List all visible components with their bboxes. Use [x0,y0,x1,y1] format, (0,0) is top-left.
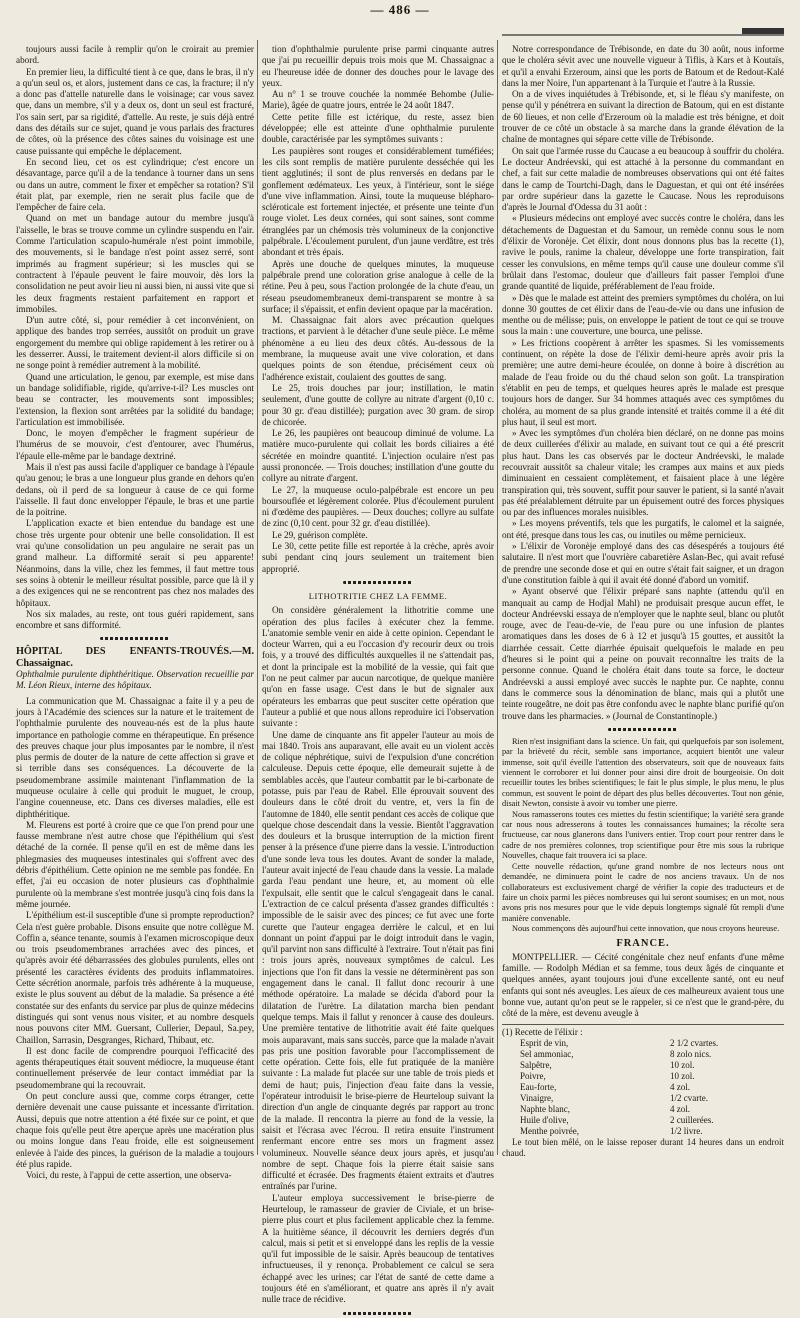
paragraph: On peut conclure aussi que, comme corps étranger, cette dernière devenait une cause puissante et incessante d'irritation. Aussi, depuis que notre attention a été fixée sur ce point, et que chaque fois qu'elle peut être aperçue après une macération plus ou moins longue dans l'eau froide, elle est soigneusement enlevée à l'aide des pinces, la guérison de la maladie a toujours été plus rapide. [16,1091,254,1169]
recipe-title: (1) Recette de l'élixir : [502,1026,583,1037]
section-heading: HÔPITAL DES ENFANTS-TROUVÉS.—M. Chassaignac. [16,646,254,669]
paragraph: Quand on met un bandage autour du membre jusqu'à l'aisselle, le bras se trouve comme un cylindre suspendu en l'air. Comme l'articulation scapulo-humérale n'est point immobile, des mouvements, si le bandage n'est point assez serré, sont imprimés au fragment supérieur; si les muscles qui se contractent à l'épaule peuvent le faire mouvoir, dès lors la consolidation ne peut avoir lieu ni aussi bien, ni aussi vite que si les deux fragments restaient parfaitement en rapport et immobiles. [16,213,254,314]
paragraph: Voici, du reste, à l'appui de cette assertion, une observa- [26,1170,232,1181]
recipe-row [502,1126,784,1137]
paragraph: M. Fleurens est porté à croire que ce que l'on prend pour une fausse membrane n'est autre chose que l'épithélium qui s'est détaché de la cornée. Il pense qu'il en est de même dans les phlegmasies des muqueuses intestinales qui s'offrent avec des débris d'épithélium. Cette opinion ne me semble pas fondée. En effet, j'ai eu occasion de noter plusieurs cas d'ophthalmie purulente où la membrane s'est montrée jusqu'à cinq fois dans la même journée. [16,819,254,909]
recipe-quantity: 4 zol. [670,1103,690,1114]
recipe-ingredient: Esprit de vin, [520,1037,569,1048]
note-paragraph: Rien n'est insignifiant dans la science. Un fait, qui quelquefois par son isolement, par la brièveté du récit, semble sans importance, acquiert bientôt une valeur immense, soit qu'il éveille l'attention des observateurs, soit que de nouveaux faits viennent le corroborer et lui donner pour ainsi dire droit de bourgeoisie. On doit recueillir toutes les bribes scientifiques; le fait le plus simple, le plus menu, le plus commun, est souvent le point de départ des plus belles découvertes. Tout non génie, disait Newton, consiste à avoir vu tomber une pierre. [502,736,784,809]
paragraph: Notre correspondance de Trébisonde, en date du 30 août, nous informe que le choléra sévit avec une nouvelle vigueur à Tiflis, à Kars et à Koutaïs, et qu'il a envahi Erzeroum, ainsi que les ports de Batoum et de Redout-Kalé dans la mer Noire, l'un appartenant à la Turquie et l'autre à la Russie. [502,44,784,88]
paragraph: Le 26, les paupières ont beaucoup diminué de volume. La matière muco-purulente qui collait les bords ciliaires a été sécrétée en moindre quantité. L'injection oculaire n'est pas aussi prononcée. — Trois douches; instillation d'une goutte du collyre au nitrate d'argent. [262,428,494,484]
recipe-row [502,1082,784,1093]
paragraph: Une dame de cinquante ans fit appeler l'auteur au mois de mai 1840. Trois ans auparavant, elle avait eu un violent accès de colique néphrétique, suivi de l'expulsion d'une concrétion calculeuse. Depuis cette époque, elle demeurait sujette à de semblables accès, que l'auteur combattit par le bi-carbonate de potasse, puis par l'eau de Rabel. Elle éprouvait souvent des douleurs dans le côté droit du ventre, et, vers la fin de l'automne de 1840, elle sentit pendant ces accès de colique que quelque chose descendait dans la vessie. Bientôt l'aggravation des douleurs et la brusque interruption de la miction firent penser à la présence d'une pierre dans la vessie. L'introduction d'une sonde leva tous les doutes. Avant de sonder la malade, l'auteur avait injecté de l'eau chaude dans la vessie. La malade garda l'eau pendant une heure, et, au moment où elle l'expulsait, elle sentit que le calcul s'engageait dans le canal. L'extraction de ce calcul présenta d'assez grandes difficultés : impossible de le saisir avec des pinces; ce fut avec une forte curette que l'auteur engagea derrière le calcul, et en lui donnant un point d'appui par le doigt introduit dans le vagin, qu'il parvint non sans difficulté à l'extraire. Tout n'était pas fini : trois jours après, nouveaux symptômes de calcul. Les injections que l'on fit dans la vessie ne déterminèrent pas son engagement dans le canal. Il fallut donc recourir à une méthode opératoire. La malade se décida d'abord pour la dilatation de l'urètre. La dilatation marcha bien pendant quelque temps. Mais il fallut y renoncer à cause des douleurs. Une première tentative de lithotritie avait été faite quelques mois auparavant, mais sans succès, parce que la malade n'avait pas pris une position favorable pour l'accomplissement de cette opération. Cette fois, elle fut pratiquée de la manière suivante : La malade fut placée sur une table de trois pieds et demi de haut; puis, l'injection d'eau faite dans la vessie, l'opérateur introduisit le brise-pierre de Heurteloup suivant la direction d'un angle de cinquante degrés par rapport au tronc de la malade. Il rencontra la pierre au fond de la vessie, la saisit et l'écrasa avec l'écrou. Il retira ensuite l'instrument renfermant encore entre ses mors un fragment assez volumineux. Nouvelle séance deux jours après, et jusqu'au nombre de sept. Chaque fois la pierre était saisie sans difficulté et écrasée. Des fragments étaient extraits et d'autres entraînés par l'urine. [262,729,494,1192]
recipe-ingredient: Salpêtre, [520,1059,552,1070]
paragraph: Il est donc facile de comprendre pourquoi l'efficacité des agents thérapeutiques était souvent médiocre, la muqueuse étant continuellement préservée de leur contact immédiat par la pseudomembrane qui la recouvrait. [16,1045,254,1090]
recipe-quantity: 1/2 cvarte. [670,1092,708,1103]
recipe-row [502,1115,784,1126]
recipe-quantity: 4 zol. [670,1081,690,1092]
note-paragraph: Cette nouvelle rédaction, qu'une grand nombre de nos lecteurs nous ont demandée, ne diminuera point le cadre de nos anciens travaux. Un de nos collaborateurs est exclusivement chargé de vérifier la copie des traducteurs et de faire un choix parmi les pièces nombreuses qui lui seront soumises; en un mot, nous avons pris nos mesures pour que le vide depuis longtemps signalé fût rempli d'une manière convenable. [502,861,784,923]
paragraph: L'auteur employa successivement le brise-pierre de Heurteloup, le ramasseur de gravier de Civiale, et un brise-pierre plus court et plus facilement applicable chez la femme. A la huitième séance, il découvrit les derniers degrés d'un calcul, mais si petit et si enveloppé dans les replis de la vessie qu'il fut impossible de le saisir. Après beaucoup de tentatives infructueuses, il y renonça. Probablement ce calcul se sera échappé avec les urines; car l'état de santé de cette dame a toujours été en s'améliorant, et quatre ans après il n'y avait nulle trace de récidive. [262,1192,494,1305]
paragraph: Après une douche de quelques minutes, la muqueuse palpébrale prend une coloration grise analogue à celle de la rétine. Peu à peu, sous l'action prolongée de la chute d'eau, un réseau pseudomembraneux demi-transparent se montre à sa surface; il s'épaissit, et enfin devient opaque par la macération. [262,258,494,314]
section-heading: FRANCE. [616,937,670,949]
paragraph: Le 25, trois douches par jour; instillation, le matin seulement, d'une goutte de collyre au nitrate d'argent (0,10 c. pour 30 gr. d'eau distillée); purgation avec 30 gram. de sirop de chicorée. [262,382,494,427]
column-1 [16,44,254,1181]
note-paragraph: Nous ramasserons toutes ces miettes du festin scientifique; la variété sera grande car nous nous adresserons à toutes les connaissances humaines; la récolte sera fructueuse, car nous glanerons dans l'univers entier. Trop court pour rentrer dans le cadre de nos premières colonnes, trop scientifique pour être mis sous la rubrique Nouvelles, chaque fait trouvera ici sa place. [502,809,784,861]
paragraph: Nos six malades, au reste, ont tous guéri rapidement, sans encombre et sans difformité. [16,608,254,631]
recipe-quantity: 10 zol. [670,1059,695,1070]
recipe-row [502,1060,784,1071]
ornament-separator [262,578,494,587]
recipe-row [502,1049,784,1060]
recipe-row [502,1104,784,1115]
paragraph: toujours aussi facile à remplir qu'on le croirait au premier abord. [16,44,254,66]
recipe-quantity: 1/2 livre. [670,1125,703,1136]
recipe-ingredient: Eau-forte, [520,1081,557,1092]
column-rule [497,40,498,1155]
recipe-ingredient: Huile d'olive, [520,1114,569,1125]
paragraph: Cette petite fille est ictérique, du reste, assez bien développée; elle est atteinte d'une ophthalmie purulente double, caractérisée par les symptômes suivants : [262,111,494,145]
paragraph: Quand une articulation, le genou, par exemple, est mise dans un bandage solidifiable, rigide, qu'arrive-t-il? Les muscles ont beau se contracter, les mouvements sont impossibles; l'extension, la flexion sont arrêtées par la solidité du bandage; l'articulation est immobilisée. [16,371,254,427]
paragraph: La communication que M. Chassaignac a faite il y a peu de jours à l'Académie des sciences sur la nature et le traitement de l'ophthalmie purulente des nouveau-nés est de la plus haute importance en pathologie comme en thérapeutique. En présence des preuves chaque jour plus imposantes par le nombre, il n'est plus permis de douter de la nature de cette affection si grave et si terrible dans ses conséquences. La découverte de la pseudomembrane assimile maintenant l'inflammation de la muqueuse oculaire à celle qui produit le muguet, le croup, l'angine couenneuse, etc. Dans ces diverses maladies, elle est diphthéritique. [16,695,254,819]
column-3 [502,44,784,1157]
paragraph: Les paupières sont rouges et considérablement tuméfiées; les cils sont remplis de matière purulente desséchée qui les tient agglutinés; il sont de plus renversés en dedans par le gonflement œdémateux. Les yeux, à l'intérieur, sont le siége d'une vive inflammation. Ainsi, toute la muqueuse blépharo-scléroticale est fortement injectée, et présente une teinte d'un rouge violet. Les deux cornées, qui sont saines, sont comme étranglées par un chémosis très volumineux de la conjonctive palpébrale. L'écoulement purulent, d'un jaune verdâtre, est très abondant et très épais. [262,145,494,258]
note-paragraph: Nous commençons dès aujourd'hui cette innovation, que nous croyons heureuse. [512,924,780,934]
article-title: LITHOTRITIE CHEZ LA FEMME. [308,590,448,601]
recipe-row [502,1038,784,1049]
paragraph: » Les moyens préventifs, tels que les purgatifs, le calomel et la saignée, ont été, presque dans tous les cas, ou inutiles ou même pernicieux. [502,518,784,540]
recipe-row [502,1071,784,1082]
paragraph: L'épithélium est-il susceptible d'une si prompte reproduction? Cela n'est guère probable. Disons ensuite que notre collègue M. Coffin a, séance tenante, soumis à l'examen microscopique deux ou trois pseudomembranes arrachées avec des pinces, et qu'après avoir été débarrassées des globules purulents, elles ont présenté les caractères évidents des produits inflammatoires. Cette sécrétion anormale, parfois très adhérente à la muqueuse, existe le plus souvent au début de la maladie. Sa présence a été constatée sur des enfants du service par plus de quinze médecins distingués qui sont venus nous visiter, et au nombre desquels nous pouvons citer MM. Guersant, Cullerier, Depaul, Sa.pey, Chaillon, Sarrasin, Desgranges, Richard, Thibaut, etc. [16,910,254,1045]
paragraph: Le 30, cette petite fille est reportée à la crèche, après avoir subi pendant cinq jours seulement un traitement bien approprié. [262,541,494,574]
paragraph: On sait que l'armée russe du Caucase a eu beaucoup à souffrir du choléra. Le docteur Andréevski, qui est attaché à la personne du commandant en chef, a fait sur cette maladie de nombreuses observations qui ont été faites dans le camp de Tourtchi-Dagh, dans le Daguestan, et qui ont été insérées par ordre supérieur dans la gazette le Caucase. Nous les reproduisons d'après le Journal d'Odessa du 31 août : [502,145,784,213]
recipe-list [502,1038,784,1137]
recipe-ingredient: Naphte blanc, [520,1103,570,1114]
section-subheading: Ophthalmie purulente diphthéritique. Observation recueillie par M. Léon Rieux, interne des hôpitaux. [16,669,254,691]
recipe-ingredient: Menthe poivrée, [520,1125,579,1136]
page-number: — 486 — [370,2,430,17]
paragraph: En second lieu, cet os est cylindrique; c'est encore un désavantage, parce qu'il a de la tendance à tourner dans un sens ou dans un autre, comment le fixer et empêcher sa rotation? S'il était plat, par exemple, rien ne serait plus facile que de l'empêcher de faire cela. [16,156,254,213]
paragraph: » Les frictions coopèrent à arrêter les spasmes. Si les vomissements continuent, on répète la dose de l'élixir demi-heure après avoir pris la première; une autre demi-heure écoulée, on donne à boire à discrétion au malade de l'eau froide ou du thé chaud selon son goût. La transpiration s'établit en peu de temps, et quelques heures après le malade est presque toujours hors de danger. Sur 34 hommes attaqués avec ces symptômes du choléra, au moment de sa plus grande intensité et traités comme il a été dit plus haut, il seul est mort. [502,337,784,427]
paragraph: Donc, le moyen d'empêcher le fragment supérieur de l'humérus de se mouvoir, c'est d'entourer, avec l'humérus, l'épaule elle-même par le bandage dextriné. [16,428,254,461]
paragraph: » L'élixir de Voronèje employé dans des cas désespérés a toujours été salutaire. Il n'est mort que l'ouvrière cabaretière Aslan-Bec, qui avait refusé de prendre une seconde dose et qui en outre s'était fait saigner, et un dragon d'une constitution faible à qui il avait été donné d'abord un vomitif. [502,541,784,585]
recipe-footnote [502,1024,784,1159]
paragraph: « Plusieurs médecins ont employé avec succès contre le choléra, dans les détachements de Daguestan et du Samour, un remède connu sous le nom d'élixir de Voronèje. Cet élixir, dont nous donnons plus bas la recette (1), ravive le pouls, ranime la chaleur, développe une forte transpiration, fait cesser les convulsions, en même temps qu'il cause une douleur comme s'il brûlait dans l'estomac, douleur que d'ailleurs fait passer l'emploi d'une grande quantité de liquide, préférablement de l'eau froide. [502,213,784,292]
recipe-ingredient: Poivre, [520,1070,546,1081]
recipe-ingredient: Sel ammoniac, [520,1048,574,1059]
paragraph: Au n° 1 se trouve couchée la nommée Behombe (Julie-Marie), âgée de quatre jours, entrée le 24 août 1847. [262,89,494,111]
paragraph: » Dès que le malade est atteint des premiers symptômes du choléra, on lui donne 30 gouttes de cet élixir dans de l'eau-de-vie ou dans une infusion de menthe ou de mélisse; puis, on enveloppe le patient de tout ce qui se trouve sous la main : une couverture, une bourca, une pelisse. [502,292,784,337]
paragraph: L'application exacte et bien entendue du bandage est une chose très urgente pour obtenir une belle consolidation. Il est vrai qu'une consolidation un peu angulaire ne serait pas un grand malheur. La difformité serait si peu apparente! Néanmoins, dans la ville, chez les femmes, il faut mettre tous ses soins à obtenir le meilleur résultat possible, parce que là il y a des exigences qui ne se rencontrent pas chez nos malades des hôpitaux. [16,518,254,608]
paragraph: » Avec les symptômes d'un choléra bien déclaré, on ne donne pas moins de deux cuillerées d'élixir au malade, en suivant tout ce qui a été prescrit plus haut. Dans les cas observés par le docteur Andréevski, le malade recouvrait aussitôt sa chaleur vitale; les crampes aux mains et aux pieds diminuaient en cessaient complètement, et faisaient place à une légère transpiration qui, très souvent, suffit pour sauver le patient, si la santé n'avait pas été préalablement détruite par un épuisement outré des forces physiques ou par des influences morales nuisibles. [502,428,784,518]
ornament-separator [16,634,254,643]
paragraph: D'un autre côté, si, pour remédier à cet inconvénient, on applique des bandes trop serrées, aussitôt on produit un grave engorgement du membre qui oblige rapidement à les retirer ou à les desserrer. Aussi, le traitement devient-il alors difficile si on ne songe point à remédier autrement à la mobilité. [16,315,254,371]
paragraph: En premier lieu, la difficulté tient à ce que, dans le bras, il n'y a qu'un seul os, et alors, justement dans ce cas, la fracture; il n'y a donc pas d'attelle naturelle dans le voisinage; car vous savez que, dans un membre, s'il y a deux os, dont un seul est fracturé, l'os sain sert, par sa rigidité, d'attelle. Au reste, je suis déjà entré dans des détails sur ce sujet, quand je vous parlais des fractures de côtes, où la présence des côtes saines du voisinage est une cause puissante qui empêche le déplacement. [16,66,254,156]
recipe-quantity: 2 cuillerées. [670,1114,714,1125]
recipe-quantity: 10 zol. [670,1070,695,1081]
column-2 [262,44,494,1305]
paragraph: tion d'ophthalmie purulente prise parmi cinquante autres que j'ai pu recueillir depuis trois mois que M. Chassaignac a eu l'heureuse idée de donner des douches pour le lavage des yeux. [262,44,494,88]
ornament-separator [262,1309,494,1318]
paragraph: On considère généralement la lithotritie comme une opération des plus faciles à exécuter chez la femme. L'anatomie semble venir en aide à cette opinion. Cependant le docteur Warren, qui a eu l'occasion d'y recourir deux ou trois fois, y a trouvé des difficultés auxquelles il ne s'attendait pas, et dont la principale est la mobilité de la vessie, qui fait que l'on ne peut calmer par aucun narcotique, de quelque manière qu'on en fasse usage. C'est dans le but de signaler aux opérateurs les embarras que peut susciter cette opération que l'auteur a publié et que nous allons reproduire ici l'observation suivante : [262,605,494,729]
paragraph: On a de vives inquiétudes à Trébisonde, et, si le fléau s'y manifeste, on pense qu'il y pénétrera en suivant la direction de Batoum, qui en est distante de 60 lieues, et non celle d'Erzeroum où la maladie est très bénigne, et doit trouver de ce côté un obstacle à sa marche dans la grande élévation de la chaîne de montagnes qui sépare cette ville de Trébisonde. [502,89,784,145]
paragraph: M. Chassaignac fait alors avec précaution quelques tractions, et parvient à le détacher d'une seule pièce. Le même phénomène a eu lieu des deux côtés. Au-dessous de la membrane, la muqueuse avait une vive coloration, et dans quelques points de son étendue, précisément ceux où l'adhérence existait, coulaient des gouttes de sang. [262,315,494,382]
column-rule [257,40,258,1155]
recipe-end: Le tout bien mêlé, on le laisse reposer durant 14 heures dans un endroit chaud. [502,1136,784,1158]
top-rule-ornament [502,24,784,38]
recipe-row [502,1093,784,1104]
paragraph: » Ayant observé que l'élixir préparé sans naphte (attendu qu'il en manquait au camp de Hodjal Mahl) ne produisait presque aucun effet, le docteur Andréevski essaya de n'employer que le naphte seul, blanc ou plutôt rouge, avec de l'eau-de-vie, de l'eau pure ou une infusion de plantes aromatiques dans les doses de 6 à 12 et jusqu'à 15 gouttes, et aussitôt la diarrhée cessait. Cette diarrhée épuisait quelquefois le malade en peu d'heures si le point qui a peine on pouvait reconnaître les traits de la personne connue. Quand le choléra était dans toute sa force, le docteur Andréevski a aussi employé avec succès le naphte pur. Ce naphte, connu dans le commerce sous la dénomination de blanc, mais qui a plutôt une teinte rougeâtre, ne doit pas être confondu avec le naphte blanc purifié qu'on trouve dans les pharmacies. » (Journal de Constantinople.) [502,586,784,721]
paragraph: Le 27, la muqueuse oculo-palpébrale est encore un peu boursouflée et légèrement colorée. Plus d'écoulement purulent ni d'œdème des paupières. — Deux douches; collyre au sulfate de zinc (0,10 cent. pour 32 gr. d'eau distillée). [262,484,494,529]
paragraph: MONTPELLIER. — Cécité congénitale chez neuf enfants d'une même famille. — Rodolph Médian et sa femme, tous deux âgés de cinquante et quelques années, ayant toujours joui d'une excellente santé, ont eu neuf enfants qui sont nés aveugles. Les aïeux de ces malheureux avaient tous une bonne vue, autant qu'on peut se le rappeler, si ce n'est que le grand-père, du côté de la mère, est devenu aveugle à [502,951,784,1019]
paragraph: Mais il n'est pas aussi facile d'appliquer ce bandage à l'épaule qu'au genou; le bras a une longueur plus grande en dehors qu'en dedans, où il perd de sa longueur à cause de ce qui forme l'aisselle. Il faut donc envelopper l'épaule, le bras et une partie de la poitrine. [16,461,254,518]
ornament-separator [502,725,784,734]
recipe-quantity: 8 zolo nics. [670,1048,712,1059]
paragraph: Le 29, guérison complète. [272,529,368,540]
recipe-ingredient: Vinaigre, [520,1092,554,1103]
recipe-quantity: 2 1/2 cvartes. [670,1037,719,1048]
